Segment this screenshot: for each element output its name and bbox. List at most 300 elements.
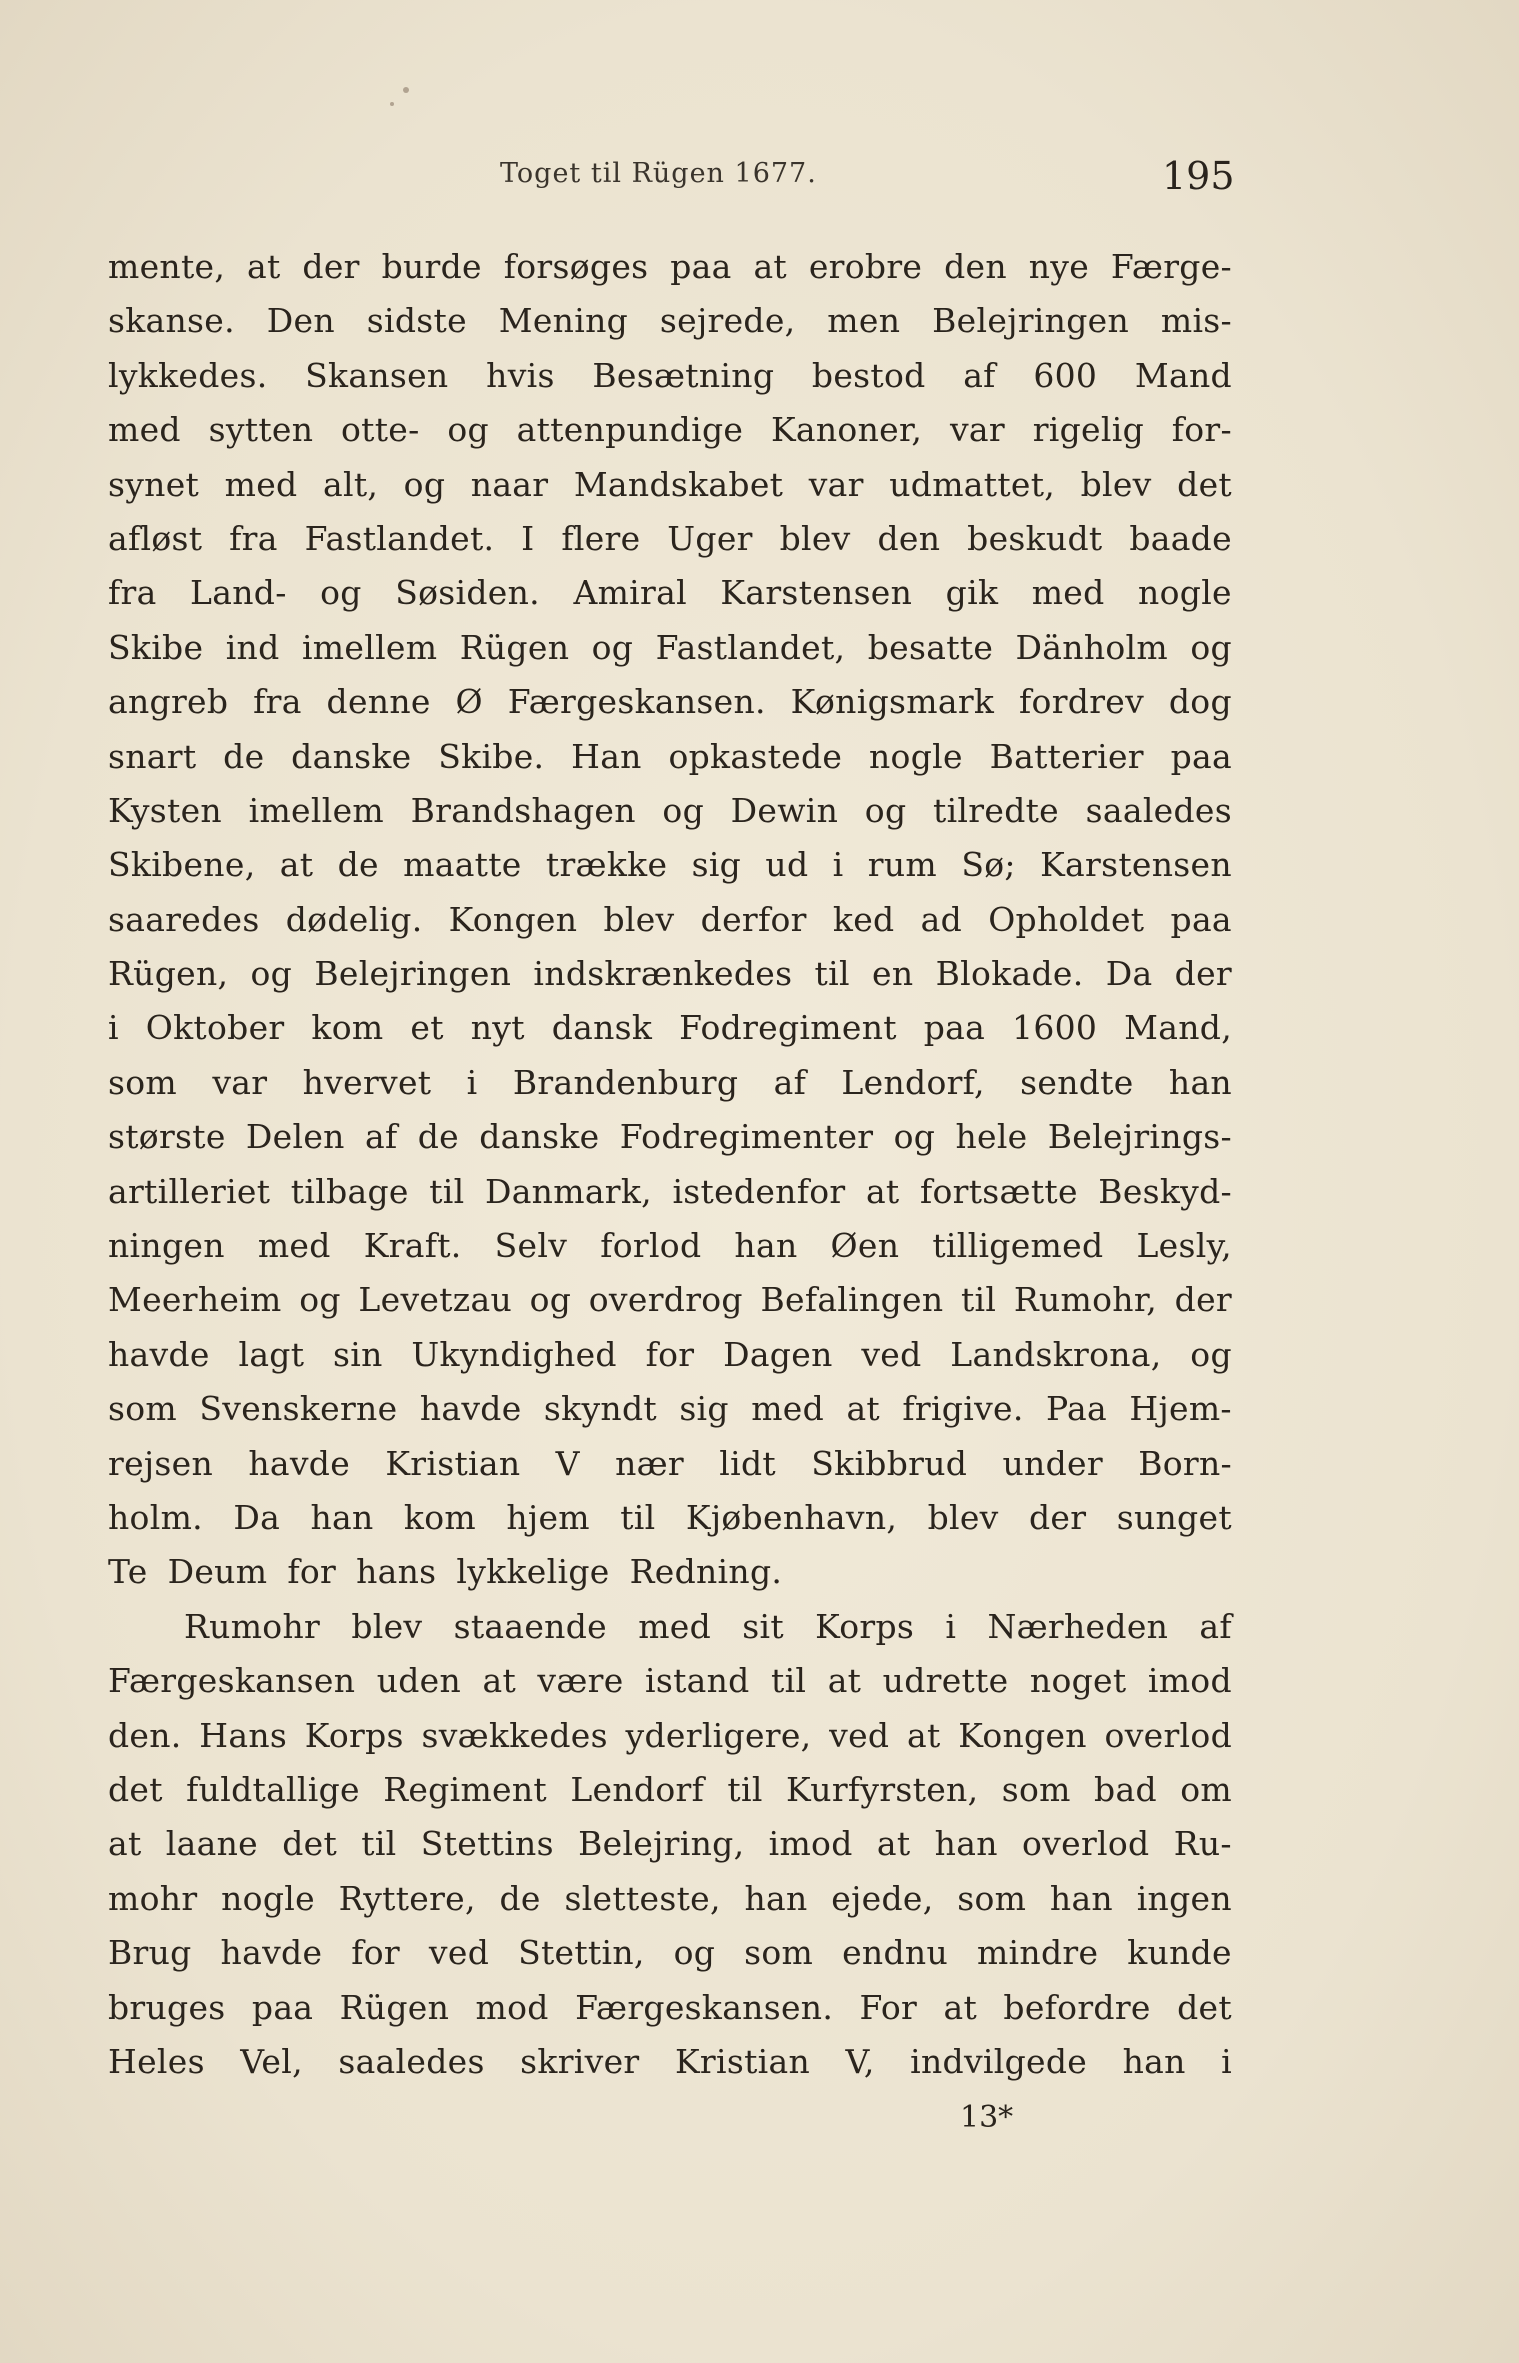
word: og [591,627,634,667]
word: dansk [551,1008,653,1048]
word: lidt [719,1443,776,1483]
word: en [872,954,914,994]
word: Belejringen [314,954,512,994]
word: hvervet [302,1062,432,1102]
word: han [934,1824,998,1864]
word: blev [603,899,675,939]
word: til [620,1497,656,1537]
word: Oktober [145,1008,285,1048]
word: Amiral [573,573,687,613]
word: lykkelige [456,1552,610,1592]
text-line [108,1926,1232,1980]
word: snart [108,736,197,776]
word: tilredte [933,790,1060,830]
text-line [108,1600,1232,1654]
word: ved [861,1334,922,1374]
ink-speck [390,102,394,106]
word: Øen [830,1226,900,1266]
word: mis- [1160,301,1232,341]
word: rigelig [1032,410,1145,450]
word: laane [165,1824,258,1864]
word: skanse. [108,301,235,341]
word: ved [428,1933,490,1973]
word: at [943,1987,978,2027]
word: overdrog [588,1280,743,1320]
word: Heles [108,2041,205,2081]
word: ind [225,627,280,667]
word: sunget [1116,1497,1232,1537]
word: mente, [108,247,226,286]
word: Dänholm [1015,627,1168,667]
word: Befalingen [760,1280,944,1320]
word: blev [351,1606,423,1646]
word: Nærheden [987,1606,1169,1646]
word: dødelig. [285,899,423,939]
word: Skibe [108,627,204,667]
word: Mand [1134,355,1232,395]
word: og [864,790,907,830]
word: være [537,1661,624,1701]
word: Lendorf [570,1769,705,1809]
word: sletteste, [564,1878,721,1918]
word: og [529,1280,572,1320]
word: tilbage [290,1171,409,1211]
text-line [108,1545,1232,1599]
word: som [957,1878,1027,1918]
word: bad [1094,1769,1157,1809]
word: Born- [1138,1443,1232,1483]
word: beskudt [967,518,1103,558]
word: han [1122,2041,1186,2081]
text-line [108,1165,1232,1219]
word: det [1177,464,1232,504]
text-line [108,1709,1232,1763]
word: besatte [867,627,994,667]
text-line [108,838,1232,892]
text-line [108,1437,1232,1491]
word: men [827,301,901,341]
word: om [1180,1769,1232,1809]
word: indvilgede [910,2041,1088,2081]
word: Fodregimenter [619,1117,874,1157]
word: frigive. [902,1389,1024,1429]
word: de [223,736,265,776]
word: og [893,1117,936,1157]
text-line [108,294,1232,348]
word: at [482,1661,517,1701]
word: nogle [868,736,963,776]
word: Rumohr, [1013,1280,1158,1320]
word: det [282,1824,338,1864]
word: Kongen [958,1715,1087,1755]
word: yderligere, [625,1715,812,1755]
word: denne [326,682,431,722]
word: ejede, [831,1878,934,1918]
word: mohr [108,1878,198,1918]
word: bruges [108,1987,226,2027]
word: blev [927,1497,999,1537]
word: overlod [1104,1715,1232,1755]
word: Deum [167,1552,268,1592]
word: Færgeskansen. [507,682,766,722]
word: der [1174,954,1232,994]
word: hvis [486,355,555,395]
word: til [960,1280,997,1320]
text-line [108,403,1232,457]
word: overlod [1022,1824,1150,1864]
word: Land- [190,573,287,613]
word: Danmark, [484,1171,652,1211]
word: Færgeskansen. [575,1987,834,2027]
word: og [250,954,293,994]
word: den. [108,1715,182,1755]
running-title: Toget til Rügen 1677. [500,158,817,189]
word: var [808,464,864,504]
ink-speck [403,87,409,93]
word: hans [356,1552,437,1592]
word: fordrev [1019,682,1145,722]
word: Dagen [723,1334,833,1374]
word: i [1221,2041,1232,2081]
word: Da [233,1497,281,1537]
word: Kristian [385,1443,521,1483]
word: Skibe. [438,736,545,776]
word: imellem [248,790,384,830]
word: lagt [238,1334,305,1374]
word: de [499,1878,541,1918]
word: 1600 [1012,1008,1098,1048]
word: havde [248,1443,351,1483]
word: nogle [221,1878,315,1918]
word: havde [108,1334,210,1374]
word: Ru- [1173,1824,1232,1864]
word: ad [920,899,963,939]
word: danske [479,1117,600,1157]
text-line [108,349,1232,403]
word: forsøges [503,247,649,286]
word: blev [779,518,851,558]
word: Belejrings- [1047,1117,1232,1157]
text-line [108,1328,1232,1382]
word: Levetzau [358,1280,512,1320]
word: fra [229,518,278,558]
word: maatte [403,845,522,885]
word: Fodregiment [679,1008,897,1048]
text-line [108,2035,1232,2089]
word: fortsætte [919,1171,1078,1211]
text-line [108,1763,1232,1817]
word: var [949,410,1005,450]
text-line [108,512,1232,566]
text-line [108,1056,1232,1110]
word: noget [1029,1661,1127,1701]
word: til [429,1171,465,1211]
word: ningen [108,1226,225,1266]
word: ud [765,845,809,885]
word: istand [645,1661,750,1701]
word: i [108,1008,119,1048]
word: at [907,1715,941,1755]
text-line [108,1001,1232,1055]
word: kom [311,1008,384,1048]
word: Brandenburg [512,1062,739,1102]
word: af [1199,1606,1232,1646]
word: holm. [108,1497,203,1537]
word: Opholdet [988,899,1145,939]
word: opkastede [668,736,843,776]
word: det [108,1769,163,1809]
word: med [1031,573,1105,613]
word: Belejring, [578,1824,745,1864]
word: og [299,1280,341,1320]
word: til [361,1824,397,1864]
word: Karstensen [720,573,913,613]
word: paa [923,1008,986,1048]
word: i [832,845,844,885]
word: dog [1168,682,1232,722]
word: af [773,1062,807,1102]
word: endnu [842,1933,949,1973]
word: Fastlandet. [304,518,495,558]
word: sit [742,1606,784,1646]
word: Uger [667,518,753,558]
word: ked [832,899,895,939]
word: naar [470,464,549,504]
word: Søsiden. [395,573,540,613]
body-text [108,240,1232,2089]
word: Karstensen [1040,845,1232,885]
word: det [1177,1987,1232,2027]
word: bestod [811,355,926,395]
word: Ukyndighed [411,1334,617,1374]
word: som [1001,1769,1071,1809]
word: Kristian [674,2041,811,2081]
word: Landskrona, [950,1334,1162,1374]
word: Dewin [730,790,839,830]
word: til [771,1661,807,1701]
word: kom [403,1497,476,1537]
word: den [944,247,1007,286]
word: Selv [494,1226,568,1266]
word: at [865,1171,900,1211]
word: rum [867,845,938,885]
word: der [1029,1497,1087,1537]
word: havde [220,1933,323,1973]
word: mindre [976,1933,1099,1973]
word: Hans [199,1715,288,1755]
word: imod [1147,1661,1232,1701]
word: Batterier [989,736,1144,776]
word: ved [829,1715,890,1755]
word: der [1174,1280,1232,1320]
word: Mening [498,301,629,341]
word: burde [381,247,482,286]
word: nær [615,1443,685,1483]
word: lykkedes. [108,355,268,395]
word: mod [475,1987,549,2027]
word: Kysten [108,790,222,830]
word: med [108,410,181,450]
word: V [555,1443,580,1483]
word: Vel, [240,2041,303,2081]
word: sin [333,1334,383,1374]
word: Brandshagen [410,790,636,830]
word: Rügen [339,1987,450,2027]
word: staaende [453,1606,607,1646]
word: den [877,518,941,558]
word: Delen [245,1117,345,1157]
word: artilleriet [108,1171,271,1211]
word: var [212,1062,268,1102]
word: sig [691,845,742,885]
word: Regiment [383,1769,547,1809]
word: at [827,1661,862,1701]
text-line [108,240,1232,294]
word: Lendorf, [841,1062,985,1102]
word: fra [253,682,302,722]
word: som [108,1062,177,1102]
text-line [108,1382,1232,1436]
word: han [734,1226,798,1266]
word: og [320,573,362,613]
text-line [108,1872,1232,1926]
running-head [0,154,1519,204]
word: i [945,1606,957,1646]
word: Korps [815,1606,915,1646]
word: der [302,247,360,286]
word: Mandskabet [573,464,784,504]
word: at [247,247,281,286]
word: paa [670,247,732,286]
word: han [744,1878,808,1918]
word: blev [1080,464,1152,504]
word: alt, [322,464,379,504]
word: Rügen, [108,954,229,994]
word: Kanoner, [770,410,923,450]
word: danske [291,736,412,776]
word: sig [679,1389,729,1429]
word: Kurfyrsten, [786,1769,979,1809]
word: at [753,247,787,286]
word: Sø; [961,845,1016,885]
word: V, [845,2041,875,2081]
word: han [310,1497,374,1537]
word: Meerheim [108,1280,282,1320]
word: at [876,1824,911,1864]
text-line [108,730,1232,784]
word: største [108,1117,226,1157]
word: nogle [1138,573,1232,613]
word: kunde [1127,1933,1232,1973]
word: afløst [108,518,203,558]
word: tilligemed [932,1226,1104,1266]
word: at [279,845,314,885]
word: Rügen [459,627,570,667]
word: imod [768,1824,853,1864]
word: med [224,464,298,504]
text-line [108,1817,1232,1871]
text-line [108,675,1232,729]
word: Hjem- [1129,1389,1232,1429]
word: og [403,464,446,504]
word: Besætning [592,355,775,395]
word: erobre [808,247,923,286]
word: de [417,1117,459,1157]
word: med [638,1606,712,1646]
signature-mark: 13* [960,2100,1014,2135]
word: Ryttere, [338,1878,476,1918]
word: Svenskerne [199,1389,398,1429]
word: sejrede, [659,301,796,341]
word: saaledes [1085,790,1232,830]
word: I [521,518,535,558]
word: for [645,1334,695,1374]
word: rejsen [108,1443,214,1483]
word: ingen [1136,1878,1232,1918]
word: sendte [1020,1062,1134,1102]
word: havde [419,1389,522,1429]
text-line [108,1981,1232,2035]
text-line [108,1273,1232,1327]
text-line [108,893,1232,947]
word: et [410,1008,444,1048]
word: han [1168,1062,1232,1102]
word: med [751,1389,825,1429]
word: under [1002,1443,1103,1483]
word: nyt [470,1008,525,1048]
word: paa [251,1987,314,2027]
word: Mand, [1124,1008,1232,1048]
word: otte- [341,410,420,450]
word: saaredes [108,899,260,939]
word: af [364,1117,398,1157]
word: Korps [304,1715,404,1755]
word: Rumohr [184,1606,321,1646]
word: Færge- [1110,247,1232,286]
word: synet [108,464,200,504]
word: paa [1170,736,1232,776]
word: og [447,410,489,450]
word: Skibbrud [811,1443,968,1483]
word: Stettin, [518,1933,645,1973]
text-line [108,784,1232,838]
word: for- [1171,410,1232,450]
word: udmattet, [889,464,1056,504]
word: af [963,355,996,395]
word: 600 [1033,355,1098,395]
word: Den [266,301,335,341]
word: Redning. [629,1552,783,1592]
word: skyndt [543,1389,657,1429]
word: flere [561,518,641,558]
word: hjem [506,1497,590,1537]
word: hele [955,1117,1028,1157]
word: Kongen [448,899,578,939]
word: angreb [108,682,229,722]
word: Da [1105,954,1153,994]
word: sytten [208,410,314,450]
word: for [351,1933,400,1973]
word: til [814,954,850,994]
word: som [108,1389,177,1429]
word: sidste [366,301,467,341]
word: uden [376,1661,462,1701]
word: baade [1129,518,1232,558]
word: skriver [520,2041,640,2081]
word: Han [571,736,642,776]
word: han [1049,1878,1113,1918]
word: paa [1170,899,1232,939]
